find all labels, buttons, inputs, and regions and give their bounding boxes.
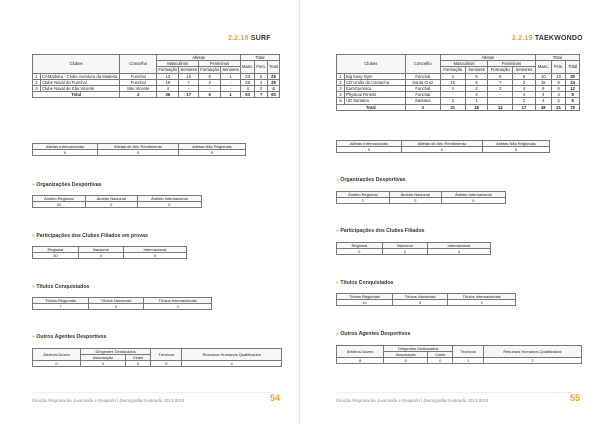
section-title: » Títulos Conquistados	[32, 284, 90, 290]
organizations-table: Âmbito Regional Âmbito Nacional Âmbito Internacional 2 0 0	[336, 191, 506, 204]
section-title: » Organizações Desportivas	[32, 182, 102, 188]
section-title: » Outros Agentes Desportivos	[32, 334, 107, 340]
table-row: 3 EuroGymnica Funchal 4 2 2 4 6 6 12	[337, 86, 580, 92]
footer-text: Direção Regional de Juventude e Desporto | Demografia Federada 2013-2014	[32, 398, 185, 403]
titles-table: Títulos Regionais Títulos Nacionais Títulos Internacionais 10 0 0	[336, 293, 516, 306]
other-agents-table: Árbitros/Juízes Dirigentes Destacados Técnicos Recursos Humanos Qualificados Associação Clube 8 0 0 1 2	[336, 345, 582, 364]
page-number: 55	[570, 393, 581, 403]
right-page	[300, 0, 600, 424]
footer-text: Direção Regional de Juventude e Desporto | Demografia Federada 2013-2014	[336, 398, 489, 403]
table-row: 3 Clube Naval de São Vicente São Vicente 4 - - - 4 0 4	[33, 86, 280, 92]
table-row: 5 UD Santana Santana 3 1 - 2 4 2 6	[337, 98, 580, 104]
footer-rule	[32, 392, 272, 393]
titles-table: Títulos Regionais Títulos Nacionais Títulos Internacionais 7 0 0	[32, 297, 212, 310]
table-row: 1 Big Easy Gym Funchal 4 6 5 5 10 10 20	[337, 73, 580, 79]
section-title: » Organizações Desportivas	[336, 177, 406, 183]
table-row: 2 Clube Naval do Funchal Funchal 19 7 2 - 26 2 28	[33, 79, 280, 85]
section-heading: 2.2.18 SURF	[228, 35, 271, 42]
participations-table: Regional Nacional Internacional 2 2 0	[336, 242, 491, 255]
table-row: 4 Physical Fitness Funchal - 4 - 4 4 4 8	[337, 92, 580, 98]
participations-table: Regional Nacional Internacional 30 4 0	[32, 246, 187, 259]
athletes-table: Clubes Concelho Atletas Total Masculinos Femininos Masc. Fem. Total Formação Seniores Formação Seniores 1 CAMadeira - Clube Aventura da Madeira Funchal 13 10 6 1 23 5 28 2 Clube Naval do Funchal Funchal 19 7 2 - 26 2 28 3 Clube Naval de São Vicente São Vicente 4 - - - 4 0 4 Total 2 36 17 6 1 53 7 60	[32, 54, 280, 98]
high-performance-table: Atletas Internacionais Atletas de Alto Rendimento Atletas Não Regionais 0 0 0	[32, 143, 246, 156]
footer-rule	[336, 392, 572, 393]
page-number: 54	[270, 393, 281, 403]
athletes-table: Clubes Concelho Atletas Total Masculinos Femininos Masc. Fem. Total Formação Seniores Formação Seniores 1 Big Easy Gym Funchal 4 6 5 5 10 10 20 2 CD União da Camacha Santa Cruz 10 5 7 2 15 9 24 3 EuroGymnica Funchal 4 2 2 4 6 6 12 4 Physical Fitness Funchal - 4 - 4 4 4 8 5 UD Santana Santana 3 1 - 2 4 2 6 Total 3 21 18 14 17 39 31 70	[336, 54, 580, 111]
table-row: 1 CAMadeira - Clube Aventura da Madeira Funchal 13 10 6 1 23 5 28	[33, 73, 280, 79]
section-title: » Participações dos Clubes Filiados em provas	[32, 233, 148, 239]
table-row: 2 CD União da Camacha Santa Cruz 10 5 7 2 15 9 24	[337, 79, 580, 85]
other-agents-table: Árbitros/Juízes Dirigentes Destacados Técnicos Recursos Humanos Qualificados Associação Clube 0 0 0 9 4	[32, 348, 282, 367]
total-row: Total 3 21 18 14 17 39 31 70	[337, 104, 580, 110]
section-title: » Outros Agentes Desportivos	[336, 331, 411, 337]
section-title: » Títulos Conquistados	[336, 280, 394, 286]
section-title: » Participações dos Clubes Filiados	[336, 228, 425, 234]
organizations-table: Âmbito Regional Âmbito Nacional Âmbito Internacional 30 0 0	[32, 195, 202, 208]
section-heading: 2.2.19 TAEKWONDO	[512, 35, 583, 42]
total-row: Total 2 36 17 6 1 53 7 60	[33, 92, 280, 98]
high-performance-table: Atletas Internacionais Atletas de Alto Rendimento Atletas Não Regionais 0 0 0	[336, 140, 550, 153]
